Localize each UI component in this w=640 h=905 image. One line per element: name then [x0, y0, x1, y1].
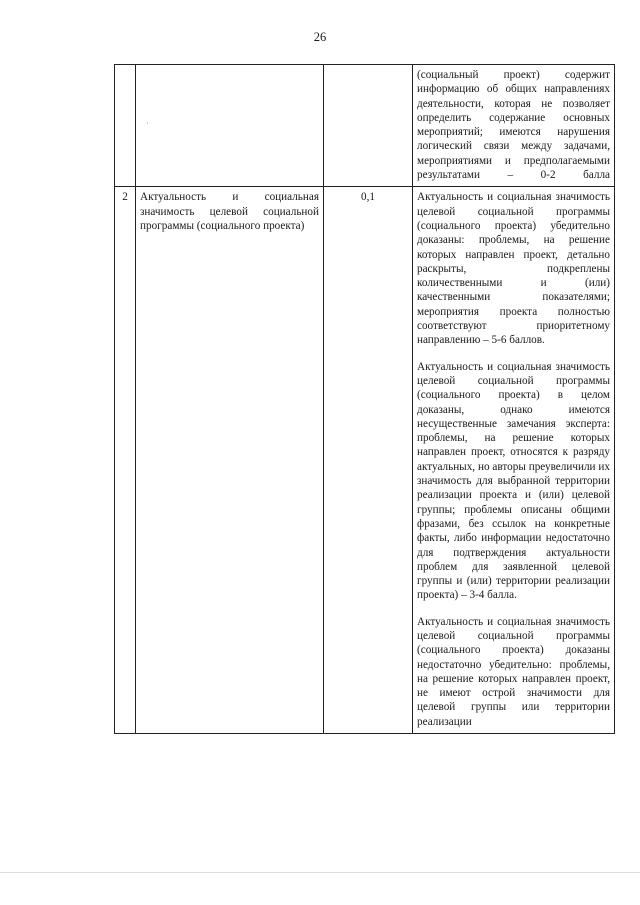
weight-cell: [324, 65, 413, 187]
table-row: [115, 65, 615, 187]
page-number: 26: [313, 30, 327, 44]
weight-cell: 0,1: [324, 187, 413, 734]
row-number-cell: 2: [115, 187, 136, 734]
row-number-cell: [115, 65, 136, 187]
criteria-table: [114, 64, 615, 734]
description-paragraph: Актуальность и социальная значимость целевой социальной программы (социального проекта) убедительно доказаны: проблемы, на решение которых направлен проект, детально раскрыты, подкреплены количественными и (или) качественными показателями; мероприятия проекта полностью соответствуют приоритетному направлению – 5-6 баллов.: [417, 191, 610, 347]
criterion-name-cell: [136, 65, 324, 187]
description-paragraph: Актуальность и социальная значимость целевой социальной программы (социального проекта) в целом доказаны, однако имеются несущественные замечания эксперта: проблемы, на решение которых направлен проект, относятся к разряду актуальных, но авторы преувеличили их значимость для выбранной территории реализации проекта и (или) целевой группы; проблемы описаны общими фразами, без ссылок на конкретные факты, либо информации недостаточно для подтверждения актуальности проблем для заявленной целевой группы и (или) территории реализации проекта) – 3-4 балла.: [417, 360, 610, 602]
page-bottom-edge: [0, 872, 640, 873]
scan-speck: ·: [146, 119, 149, 128]
table-row: [115, 187, 615, 734]
description-paragraph: (социальный проект) содержит информацию об общих направлениях деятельности, которая не позволяет определить содержание основных мероприятий; имеются нарушения логический связи между задачами, мероприятиями и предполагаемыми результатами – 0-2 балла: [417, 69, 610, 182]
description-cell: [413, 187, 615, 734]
description-cell: [413, 65, 615, 187]
description-paragraph: Актуальность и социальная значимость целевой социальной программы (социального проекта) доказаны недостаточно убедительно: проблемы, на решение которых направлен проект, не имеют острой значимости для целевой группы или территории реализации: [417, 615, 610, 728]
criterion-name-cell: Актуальность и социальная значимость целевой социальной программы (социального проекта): [136, 187, 324, 734]
